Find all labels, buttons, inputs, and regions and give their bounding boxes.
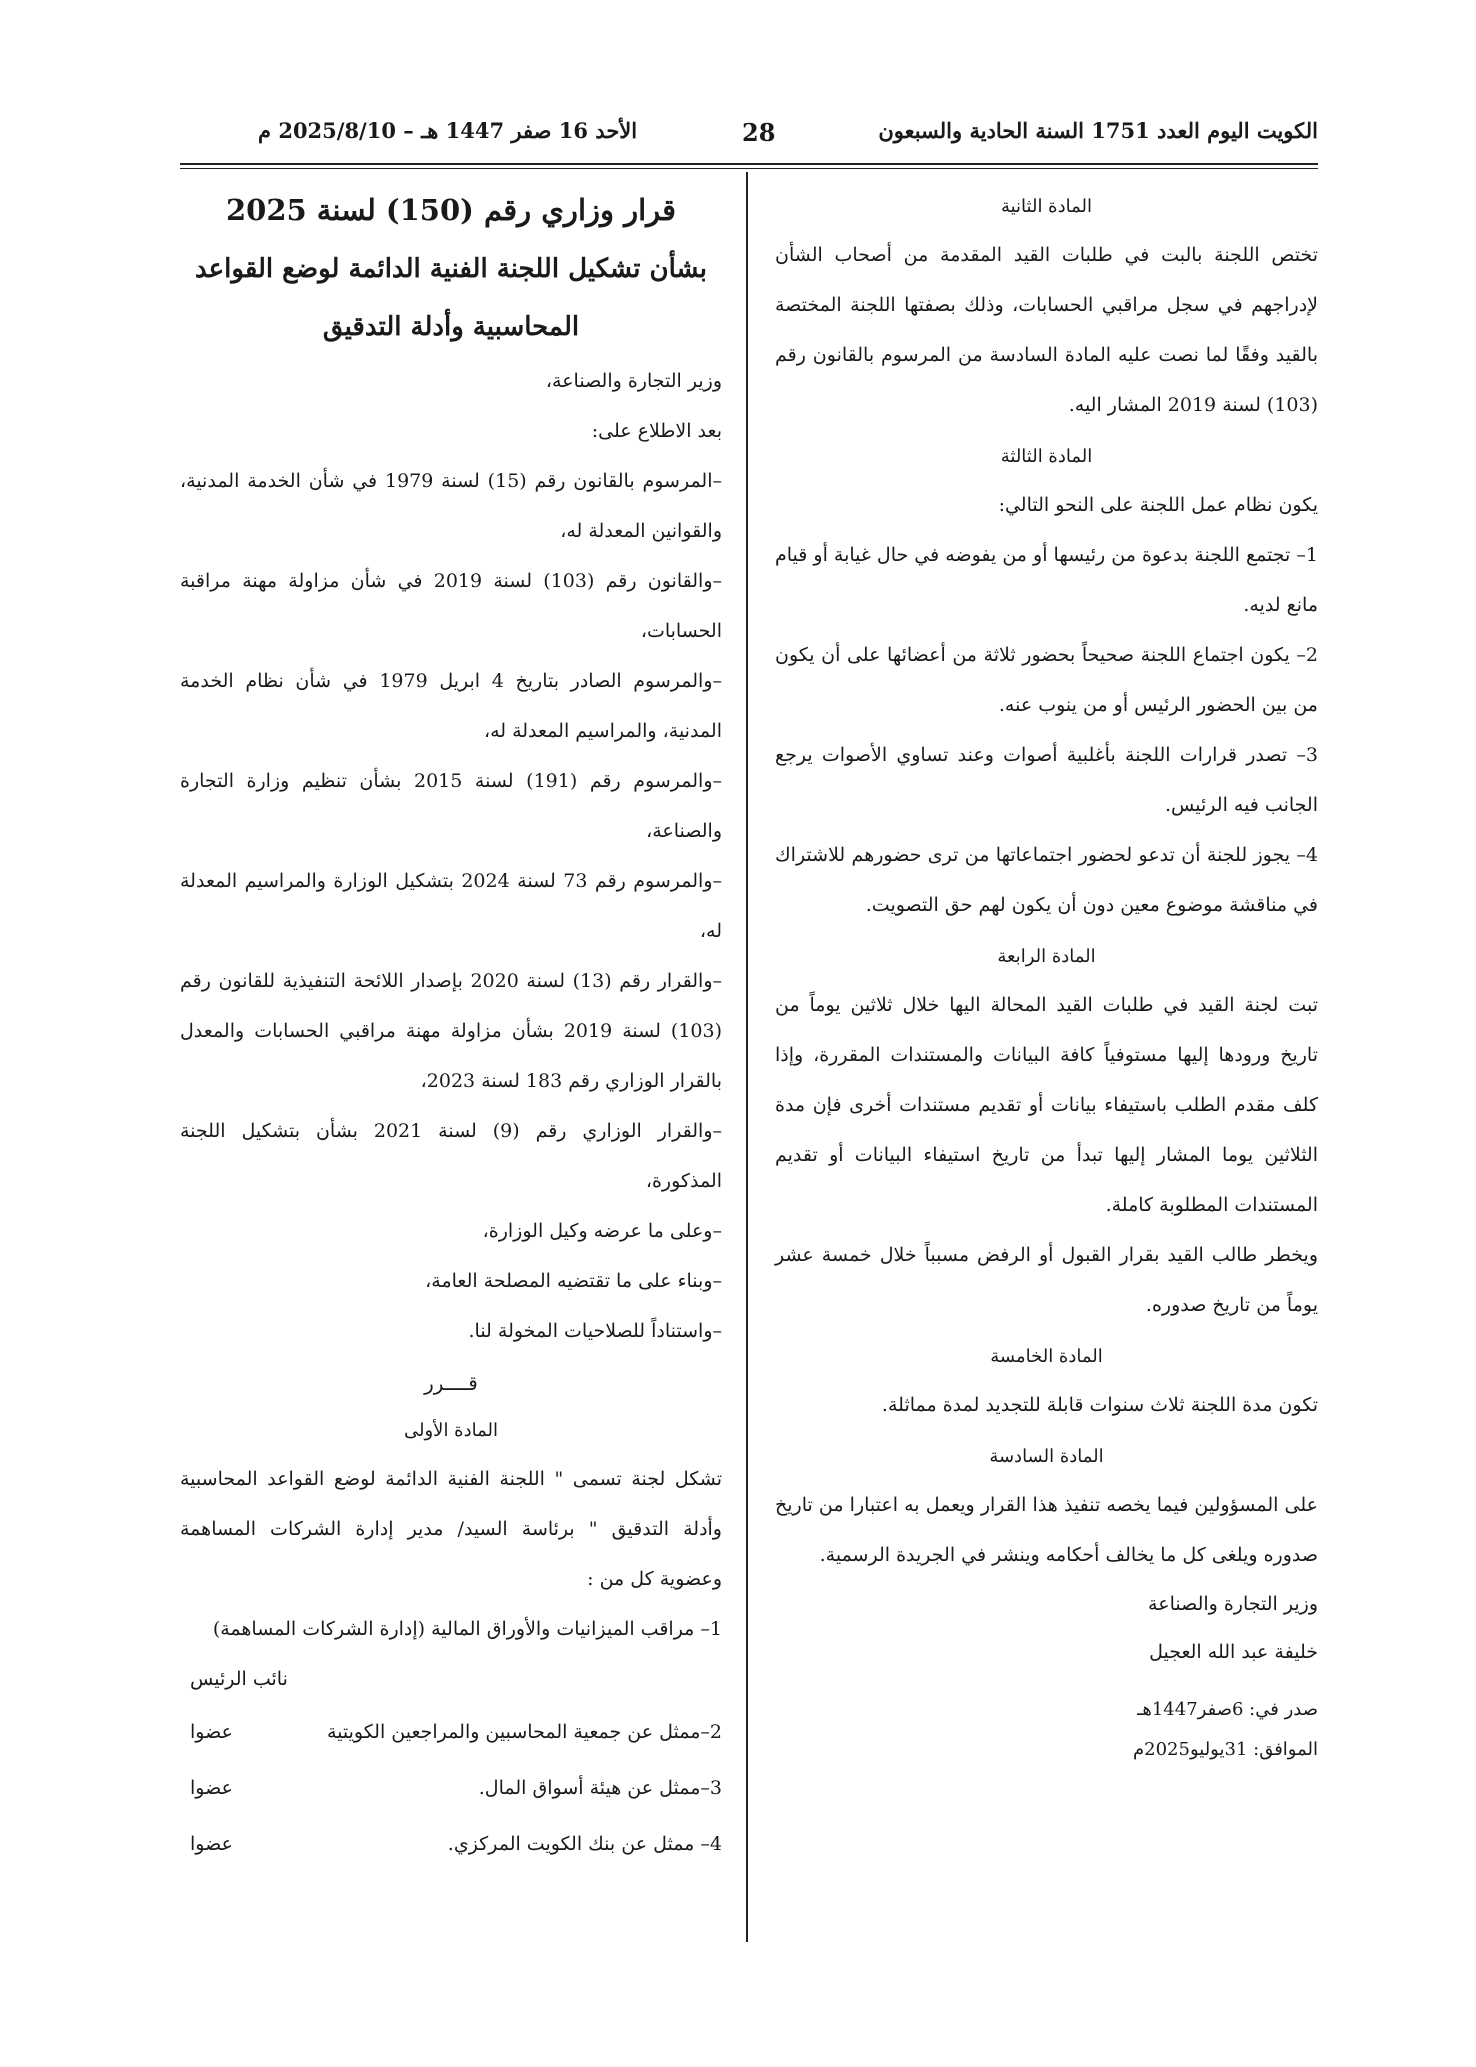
decided-heading: قــــرر: [424, 1371, 478, 1395]
member-row: [180, 1704, 722, 1760]
header-issue: الكويت اليوم العدد 1751 السنة الحادية والسبعون: [878, 118, 1318, 143]
article3-item-4: 4– يجوز للجنة أن تدعو لحضور اجتماعاتها من ترى حضورهم للاشتراك في مناقشة موضوع معين دون أن يكون لهم حق التصويت.: [775, 844, 1318, 916]
member-1: 1– مراقب الميزانيات والأوراق المالية (إدارة الشركات المساهمة): [212, 1618, 722, 1640]
member-3: 3–ممثل عن هيئة أسواق المال.: [478, 1777, 722, 1799]
article4-text-1: تبت لجنة القيد في طلبات القيد المحالة اليها خلال ثلاثين يوماً من تاريخ ورودها إليها مستوفياً كافة البيانات والمستندات المقررة، وإذا كلف مقدم الطلب باستيفاء بيانات أو تقديم مستندات أخرى فإن مدة الثلاثين يوما المشار إليها تبدأ من تاريخ استيفاء البيانات أو تقديم المستندات المطلوبة كاملة.: [775, 994, 1318, 1216]
issuer: وزير التجارة والصناعة،: [545, 370, 722, 392]
preamble-item-8: –وعلى ما عرضه وكيل الوزارة،: [482, 1220, 722, 1242]
corresponding-date: الموافق: 31يوليو2025م: [1133, 1739, 1318, 1760]
preamble-item-2: –والقانون رقم (103) لسنة 2019 في شأن مزاولة مهنة مراقبة الحسابات،: [180, 570, 722, 642]
right-column: [775, 180, 1318, 1770]
signature-title: وزير التجارة والصناعة: [1148, 1593, 1318, 1615]
preamble-item-1: –المرسوم بالقانون رقم (15) لسنة 1979 في شأن الخدمة المدنية، والقوانين المعدلة له،: [180, 470, 722, 542]
column-divider: [746, 172, 748, 1942]
member-3-role: عضوا: [190, 1777, 233, 1799]
preamble-item-7: –والقرار الوزاري رقم (9) لسنة 2021 بشأن بتشكيل اللجنة المذكورة،: [180, 1120, 722, 1192]
page-number: 28: [742, 118, 776, 147]
page-header: [180, 118, 1318, 158]
member-2-role: عضوا: [190, 1721, 233, 1743]
issued-date: صدر في: 6صفر1447هـ: [1137, 1699, 1318, 1720]
article5-heading: المادة الخامسة: [990, 1346, 1103, 1367]
preamble-item-9: –وبناء على ما تقتضيه المصلحة العامة،: [425, 1270, 722, 1292]
article2-text: تختص اللجنة بالبت في طلبات القيد المقدمة من أصحاب الشأن لإدراجهم في سجل مراقبي الحسابات، وذلك بصفتها اللجنة المختصة بالقيد وفقًا لما نصت عليه المادة السادسة من المرسوم بالقانون رقم (103) لسنة 2019 المشار اليه.: [775, 244, 1318, 416]
header-rule: [180, 163, 1318, 165]
decision-title: قرار وزاري رقم (150) لسنة 2025: [225, 193, 677, 227]
article5-text: تكون مدة اللجنة ثلاث سنوات قابلة للتجديد لمدة مماثلة.: [881, 1394, 1318, 1416]
preamble-item-4: –والمرسوم رقم (191) لسنة 2015 بشأن تنظيم وزارة التجارة والصناعة،: [180, 770, 723, 842]
member-row: [180, 1816, 722, 1872]
preamble-item-10: –واستناداً للصلاحيات المخولة لنا.: [468, 1320, 722, 1342]
signature-name: خليفة عبد الله العجيل: [1149, 1641, 1318, 1663]
preamble-item-3: –والمرسوم الصادر بتاريخ 4 ابريل 1979 في شأن نظام الخدمة المدنية، والمراسيم المعدلة له،: [180, 670, 722, 742]
article6-heading: المادة السادسة: [989, 1446, 1104, 1467]
member-row: [180, 1760, 722, 1816]
article3-item-1: 1– تجتمع اللجنة بدعوة من رئيسها أو من يفوضه في حال غيابة أو قيام مانع لديه.: [775, 544, 1318, 616]
left-column: [180, 180, 722, 1872]
article1-text: تشكل لجنة تسمى " اللجنة الفنية الدائمة لوضع القواعد المحاسبية وأدلة التدقيق " برئاسة السيد/ مدير إدارة الشركات المساهمة وعضوية كل من :: [180, 1468, 722, 1590]
preamble-intro: بعد الاطلاع على:: [591, 420, 722, 442]
article6-text: على المسؤولين فيما يخصه تنفيذ هذا القرار ويعمل به اعتبارا من تاريخ صدوره ويلغى كل ما يخالف أحكامه وينشر في الجريدة الرسمية.: [775, 1494, 1318, 1566]
article3-intro: يكون نظام عمل اللجنة على النحو التالي:: [998, 494, 1318, 516]
member-2: 2–ممثل عن جمعية المحاسبين والمراجعين الكويتية: [326, 1721, 722, 1743]
member-4-role: عضوا: [190, 1833, 233, 1855]
member-1-role: نائب الرئيس: [190, 1668, 288, 1690]
article4-text-2: ويخطر طالب القيد بقرار القبول أو الرفض مسبباً خلال خمسة عشر يوماً من تاريخ صدوره.: [775, 1244, 1318, 1316]
article3-heading: المادة الثالثة: [1000, 446, 1093, 467]
article4-heading: المادة الرابعة: [997, 946, 1096, 967]
article1-heading: المادة الأولى: [404, 1420, 498, 1441]
article2-heading: المادة الثانية: [1000, 196, 1093, 217]
header-rule-thin: [180, 168, 1318, 169]
header-date: الأحد 16 صفر 1447 هـ – 2025/8/10 م: [258, 118, 638, 143]
decision-subject: بشأن تشكيل اللجنة الفنية الدائمة لوضع القواعد المحاسبية وأدلة التدقيق: [195, 254, 707, 342]
article3-item-3: 3– تصدر قرارات اللجنة بأغلبية أصوات وعند تساوي الأصوات يرجع الجانب فيه الرئيس.: [775, 744, 1318, 816]
preamble-item-6: –والقرار رقم (13) لسنة 2020 بإصدار اللائحة التنفيذية للقانون رقم (103) لسنة 2019 بشأن مزاولة مهنة مراقبي الحسابات والمعدل بالقرار الوزاري رقم 183 لسنة 2023،: [180, 970, 723, 1092]
article3-item-2: 2– يكون اجتماع اللجنة صحيحاً بحضور ثلاثة من أعضائها على أن يكون من بين الحضور الرئيس أو من ينوب عنه.: [775, 644, 1318, 716]
member-4: 4– ممثل عن بنك الكويت المركزي.: [447, 1833, 722, 1855]
preamble-item-5: –والمرسوم رقم 73 لسنة 2024 بتشكيل الوزارة والمراسيم المعدلة له،: [180, 870, 722, 942]
